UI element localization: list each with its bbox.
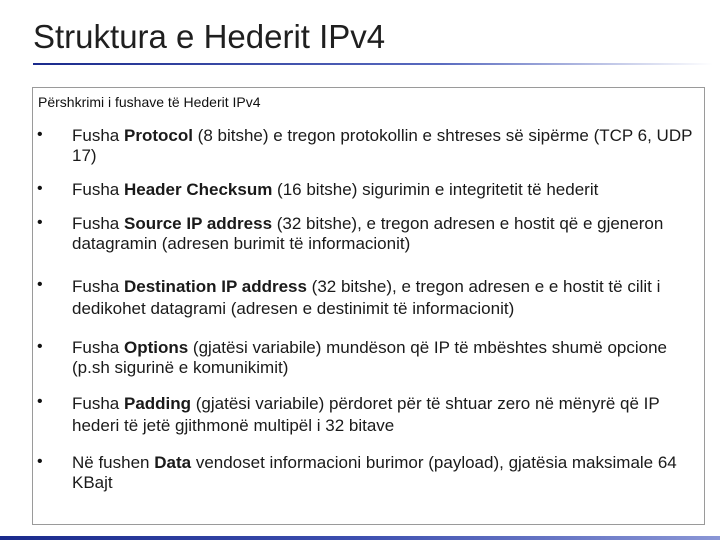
bullet-text xyxy=(72,393,702,437)
bullet-prefix: Fusha xyxy=(72,180,124,199)
bullet-description: (gjatësi variabile) përdoret për të shtuar zero në mënyrë që IP hederi të jetë gjithmonë multipël i 32 bitave xyxy=(72,394,660,435)
bullet-marker: • xyxy=(37,126,43,143)
bullet-marker: • xyxy=(37,180,43,197)
slide-title: Struktura e Hederit IPv4 xyxy=(33,18,386,55)
field-name: Header Checksum xyxy=(123,180,273,199)
bullet-prefix: Fusha xyxy=(72,277,124,296)
bullet-marker: • xyxy=(37,338,43,355)
bullet-prefix: Fusha xyxy=(72,126,124,145)
bullet-text xyxy=(72,214,702,254)
bullet-text xyxy=(72,180,702,200)
field-name: Options xyxy=(123,338,189,357)
field-name: Destination IP address xyxy=(123,277,307,296)
bullet-list xyxy=(33,88,704,524)
bullet-description: vendoset informacioni burimor (payload), gjatësia maksimale 64 KBajt xyxy=(72,453,677,492)
field-name: Source IP address xyxy=(123,214,273,233)
bottom-accent-bar xyxy=(0,536,720,540)
bullet-prefix: Në fushen xyxy=(72,453,155,472)
bullet-text xyxy=(72,338,702,378)
bullet-marker: • xyxy=(37,214,43,231)
bullet-description: (gjatësi variabile) mundëson që IP të mbështes shumë opcione (p.sh sigurinë e komunikimit) xyxy=(72,338,667,377)
box-heading: Përshkrimi i fushave të Hederit IPv4 xyxy=(38,94,261,110)
field-name: Padding xyxy=(123,394,192,413)
bullet-description: (16 bitshe) sigurimin e integritetit të hederit xyxy=(272,180,599,199)
bullet-text xyxy=(72,276,702,320)
bullet-marker: • xyxy=(37,276,43,293)
bullet-marker: • xyxy=(37,453,43,470)
bullet-description: (32 bitshe), e tregon adresen e hostit që e gjeneron datagramin (adresen burimit të informacionit) xyxy=(72,214,664,253)
bullet-prefix: Fusha xyxy=(72,394,124,413)
bullet-description: (8 bitshe) e tregon protokollin e shtreses së sipërme (TCP 6, UDP 17) xyxy=(72,126,693,165)
field-name: Data xyxy=(154,453,192,472)
bullet-text xyxy=(72,453,702,493)
bullet-description: (32 bitshe), e tregon adresen e e hostit të cilit i dedikohet datagrami (adresen e destinimit të informacionit) xyxy=(72,277,661,318)
title-underline xyxy=(33,63,713,65)
field-name: Protocol xyxy=(123,126,193,145)
bullet-prefix: Fusha xyxy=(72,214,124,233)
bullet-marker: • xyxy=(37,393,43,410)
bullet-text xyxy=(72,126,702,166)
content-box xyxy=(32,87,705,525)
bullet-prefix: Fusha xyxy=(72,338,124,357)
